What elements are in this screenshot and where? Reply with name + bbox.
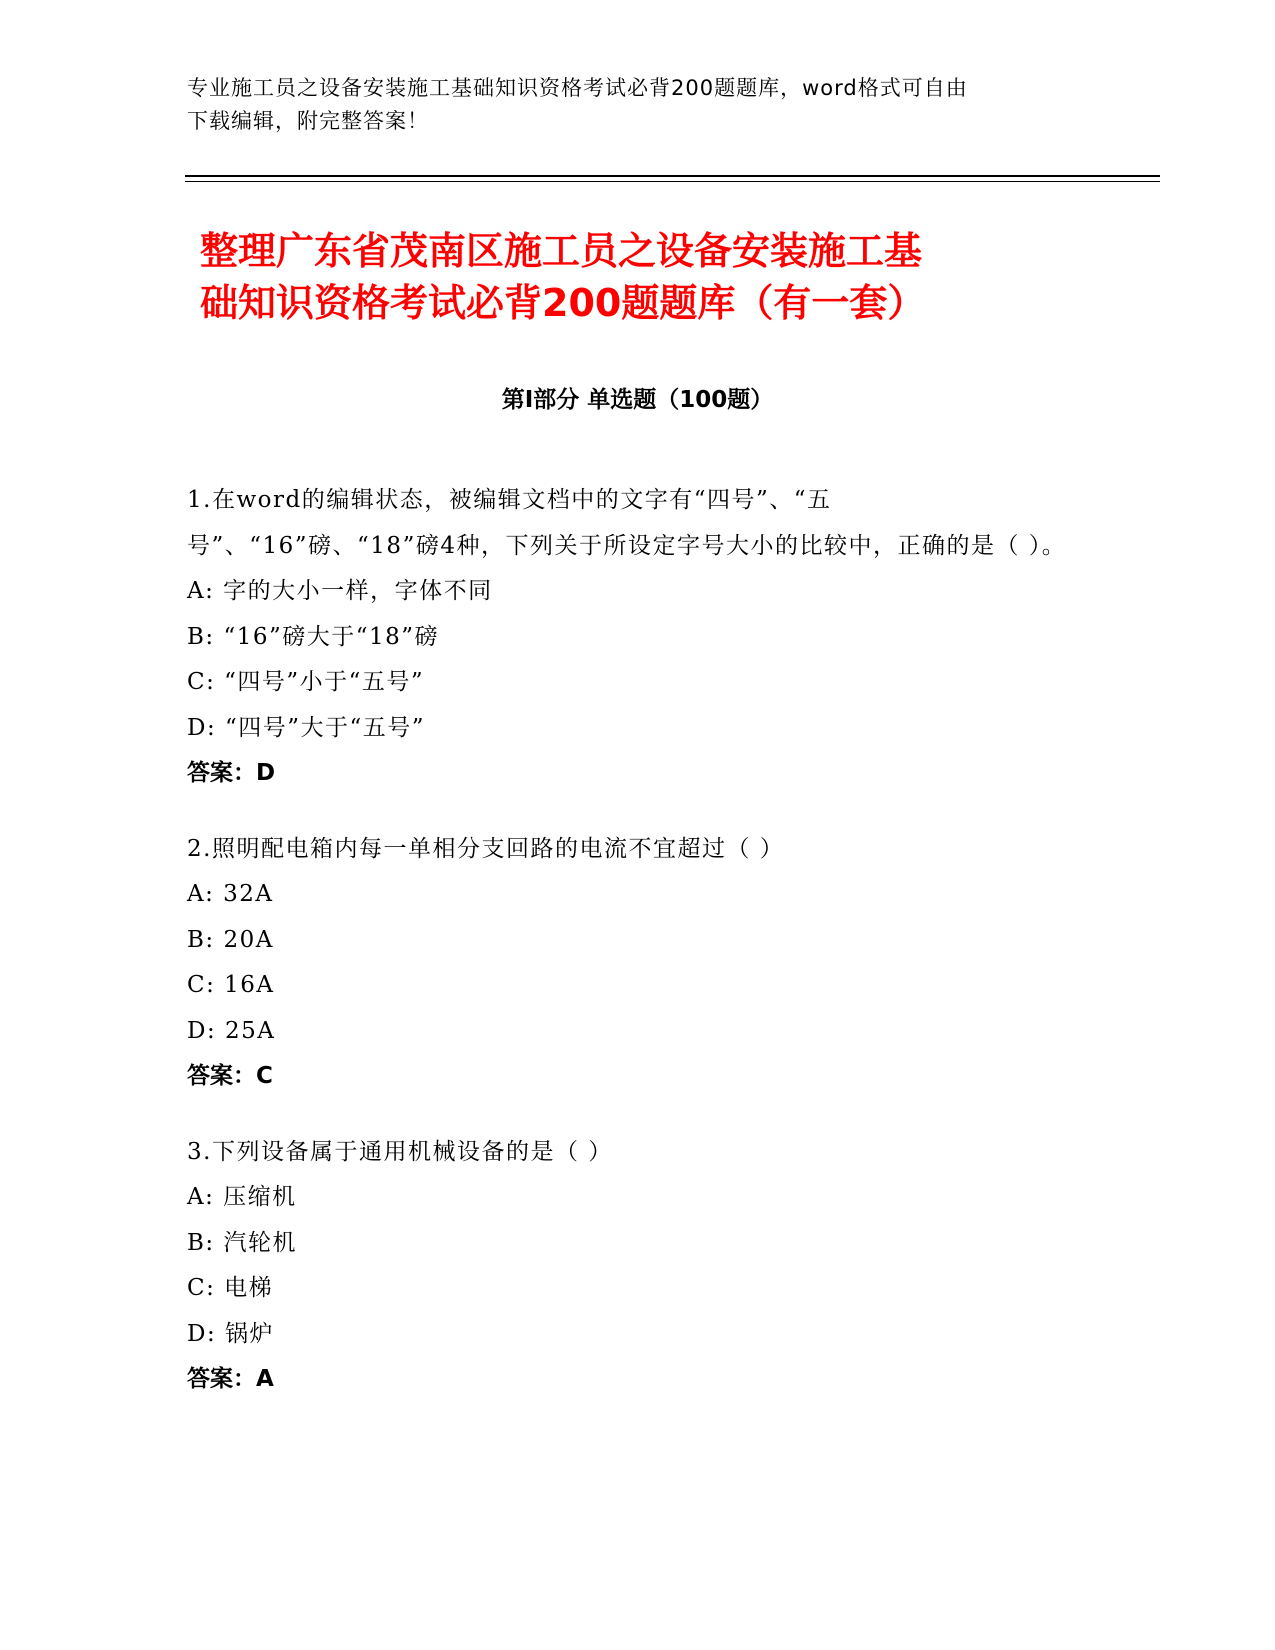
title-line-2: 础知识资格考试必背200题题库（有一套） [200,281,926,325]
option-d: D: 锅炉 [187,1320,275,1347]
option-a: A: 字的大小一样，字体不同 [187,578,493,604]
question-stem: 1.在word的编辑状态，被编辑文档中的文字有“四号”、“五号”、“16”磅、“18”磅4种，下列关于所设定字号大小的比较中，正确的是（ ）。 [187,487,1067,559]
question-2 [187,827,1067,1100]
option-d: D: 25A [187,1017,276,1044]
question-3 [187,1130,1067,1403]
answer: 答案：A [187,1366,274,1392]
header-line-1: 专业施工员之设备安装施工基础知识资格考试必背200题题库，word格式可自由 [187,76,968,100]
option-b: B: “16”磅大于“18”磅 [187,623,440,650]
title-line-1: 整理广东省茂南区施工员之设备安装施工基 [200,229,923,273]
option-d: D: “四号”大于“五号” [187,714,426,741]
header-divider-thick [185,175,1160,177]
option-c: C: “四号”小于“五号” [187,669,425,695]
answer: 答案：D [187,760,276,786]
header-line-2: 下载编辑，附完整答案！ [187,109,429,133]
page-header [187,72,1087,138]
option-a: A: 32A [187,881,274,907]
document-title [200,225,1080,329]
header-divider-thin [185,181,1160,182]
question-list [187,478,1067,1433]
section-heading: 第Ⅰ部分 单选题（100题） [501,387,774,413]
answer: 答案：C [187,1063,273,1089]
option-b: B: 20A [187,926,274,953]
option-a: A: 压缩机 [187,1184,297,1210]
option-b: B: 汽轮机 [187,1229,297,1256]
option-c: C: 电梯 [187,1275,274,1301]
question-1 [187,478,1067,797]
question-stem: 2.照明配电箱内每一单相分支回路的电流不宜超过（ ） [187,835,785,862]
question-stem: 3.下列设备属于通用机械设备的是（ ） [187,1138,613,1165]
option-c: C: 16A [187,972,275,998]
